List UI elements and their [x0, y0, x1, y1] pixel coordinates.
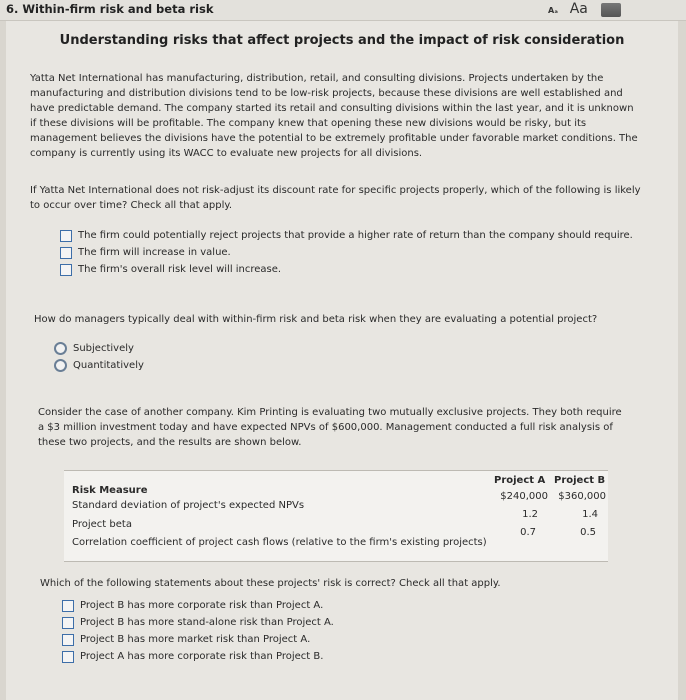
table-row-label: Correlation coefficient of project cash flows (relative to the firm's existing projects): [72, 537, 487, 548]
option-label: Quantitatively: [73, 360, 144, 371]
option-label: The firm could potentially reject projects that provide a higher rate of return than the company should require.: [78, 230, 633, 241]
option-label: Project B has more corporate risk than Project A.: [80, 600, 324, 611]
page-title: Understanding risks that affect projects and the impact of risk consideration: [59, 33, 625, 48]
checkbox-option[interactable]: [62, 614, 334, 631]
font-decrease-button[interactable]: Aₐ: [548, 6, 558, 15]
font-increase-button[interactable]: Aa: [569, 1, 588, 17]
table-header-project-a: Project A: [494, 475, 546, 486]
question-header-bar: [0, 0, 686, 21]
font-size-controls: [548, 1, 588, 17]
question-4-options: [62, 597, 334, 665]
radio-button[interactable]: [54, 342, 67, 355]
table-row-label: Standard deviation of project's expected NPVs: [72, 500, 305, 511]
option-label: The firm's overall risk level will increase.: [78, 264, 282, 275]
table-header-project-b: Project B: [554, 475, 606, 486]
option-label: Project B has more market risk than Project A.: [80, 634, 311, 645]
option-label: The firm will increase in value.: [78, 247, 231, 258]
table-cell-a: 1.2: [522, 509, 538, 520]
checkbox[interactable]: [60, 230, 72, 242]
checkbox-option[interactable]: [60, 261, 633, 278]
radio-option[interactable]: [54, 357, 144, 374]
option-label: Project A has more corporate risk than Project B.: [80, 651, 324, 662]
question-4-prompt: Which of the following statements about these projects' risk is correct? Check all that apply.: [40, 578, 501, 589]
checkbox-option[interactable]: [62, 631, 334, 648]
checkbox[interactable]: [62, 600, 74, 612]
checkbox[interactable]: [62, 651, 74, 663]
radio-button[interactable]: [54, 359, 67, 372]
question-1-options: [60, 227, 633, 278]
question-2-prompt: How do managers typically deal with within-firm risk and beta risk when they are evaluating a potential project?: [34, 314, 598, 325]
option-label: Subjectively: [73, 343, 134, 354]
checkbox[interactable]: [60, 247, 72, 259]
print-icon[interactable]: [601, 3, 621, 17]
question-2-options: [54, 340, 144, 374]
table-cell-b: 0.5: [580, 527, 596, 538]
table-cell-a: $240,000: [500, 491, 548, 502]
checkbox-option[interactable]: [62, 597, 334, 614]
checkbox-option[interactable]: [60, 244, 633, 261]
table-cell-b: 1.4: [582, 509, 598, 520]
table-header-risk-measure: Risk Measure: [72, 485, 148, 496]
question-3-prompt: Consider the case of another company. Kim Printing is evaluating two mutually exclusive projects. They both require a $3 million investment today and have expected NPVs of $600,000. Management conducted a full risk analysis of these two projects, and the results are shown below.: [38, 407, 622, 448]
intro-paragraph: Yatta Net International has manufacturing, distribution, retail, and consulting divisions. Projects undertaken by the manufacturing and distribution divisions tend to be low-risk projects, because these divisions are well established and have predictable demand. The company started its retail and consulting divisions within the last year, and it is unknown if these divisions will be profitable. The company knew that opening these new divisions would be risky, but its management believes the divisions have the potential to be extremely profitable under favorable market conditions. The company is currently using its WACC to evaluate new projects for all divisions.: [30, 73, 638, 159]
checkbox-option[interactable]: [60, 227, 633, 244]
radio-option[interactable]: [54, 340, 144, 357]
option-label: Project B has more stand-alone risk than Project A.: [80, 617, 334, 628]
table-row-label: Project beta: [72, 519, 132, 530]
question-1-prompt: If Yatta Net International does not risk-adjust its discount rate for specific projects properly, which of the following is likely to occur over time? Check all that apply.: [30, 185, 641, 211]
table-cell-a: 0.7: [520, 527, 536, 538]
checkbox-option[interactable]: [62, 648, 334, 665]
question-page: [6, 21, 678, 700]
checkbox[interactable]: [62, 634, 74, 646]
table-cell-b: $360,000: [558, 491, 606, 502]
risk-table: [64, 470, 608, 562]
checkbox[interactable]: [60, 264, 72, 276]
question-title: 6. Within-firm risk and beta risk: [6, 2, 214, 16]
checkbox[interactable]: [62, 617, 74, 629]
